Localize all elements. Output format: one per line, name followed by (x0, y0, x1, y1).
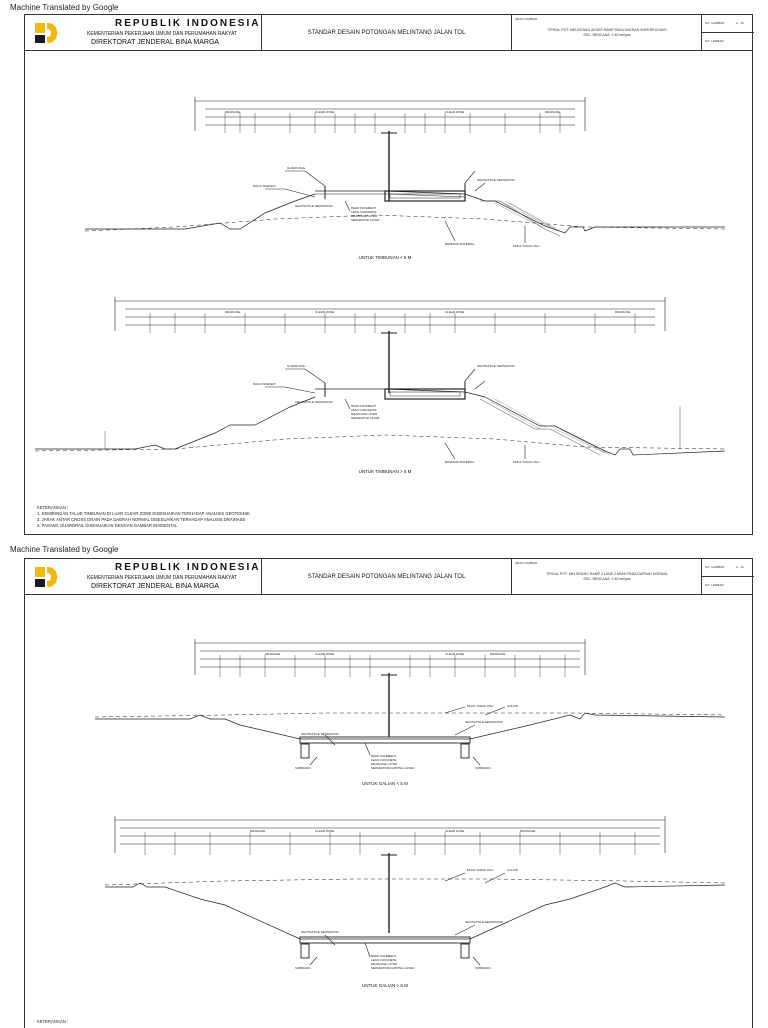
org-cell-2 (25, 559, 262, 595)
dim-clear-right-g1: CLEAR ZONE (445, 652, 465, 656)
label-guard-rail: GUARD RAIL (287, 166, 306, 170)
label-sep-g1: SEPARATOR/CAPPING LAYER (371, 766, 414, 770)
label-drainage: DRAINAGE LAYER (351, 214, 378, 218)
label-rigid-g2: RIGID PAVEMENT (371, 954, 397, 958)
dim-drain-left-2: DRAINASE (225, 310, 241, 314)
label-geo-left-g1: GEOTEXTILE SEPARATOR (301, 732, 339, 736)
cross-section-drawing-1 (25, 51, 752, 534)
number-box (702, 559, 754, 577)
section-caption-3: UNTUK GALIAN < 5 M (362, 781, 408, 786)
label-rails: RAILS SIDEWAY (253, 184, 277, 188)
dim-clear-right-g2: CLEAR ZONE (445, 829, 465, 833)
machine-translated-label: Machine Translated by Google (10, 3, 119, 12)
label-borrow-2: BORROW MATERIAL (445, 460, 475, 464)
label-geo-right-g1: GEOTEXTILE SEPARATOR (465, 720, 503, 724)
note-2: 2. JARAK ANTAR CROSS DRAIN PADA DAERAH NORMAL DISESUAIKAN TERHADAP ANALISIS DRAINASE (37, 517, 246, 522)
label-lean-g2: LEAN CONCRETE (371, 958, 397, 962)
label-rigid-g1: RIGID PAVEMENT (371, 754, 397, 758)
label-rails-2: RAILS SIDEWAY (253, 382, 277, 386)
field-label: JENIS GAMBAR (515, 17, 538, 21)
notes-heading-2: KETERANGAN : (37, 1019, 69, 1024)
label-subdrain-r-g1: SUBDRAIN (475, 766, 491, 770)
label-separator: SEPARATOR LAYER (351, 218, 380, 222)
field-label: JENIS GAMBAR (515, 561, 538, 565)
label-lean: LEAN CONCRETE (351, 210, 377, 214)
label-geo-right-g2: GEOTEXTILE SEPARATOR (465, 920, 503, 924)
drawing-title: STANDAR DESAIN POTONGAN MELINTANG JALAN TOL (307, 574, 466, 580)
org-title: REPUBLIK INDONESIA (115, 18, 261, 29)
dim-drain-left: DRAINASE (225, 110, 241, 114)
number-label: NO. GAMBAR : (705, 21, 726, 25)
number-value: A - 16 (736, 565, 744, 569)
label-lean-g1: LEAN CONCRETE (371, 758, 397, 762)
number-value: A - 15 (736, 21, 744, 25)
label-galian-g2: GALIAN (507, 868, 519, 872)
dim-drain-right-g1: DRAINASE (490, 652, 506, 656)
section-caption-4: UNTUK GALIAN > 5 M (362, 983, 408, 988)
title-block-2 (25, 559, 752, 595)
org-directorate: DIREKTORAT JENDERAL BINA MARGA (91, 39, 220, 46)
dim-drain-right-g2: DRAINASE (520, 829, 536, 833)
dim-drain-right-2: DRAINASE (615, 310, 631, 314)
dim-clear-left: CLEAR ZONE (315, 110, 335, 114)
title-block (25, 15, 752, 51)
label-drain-g1: DRAINAGE LAYER (371, 762, 398, 766)
pupr-logo-icon (31, 563, 61, 591)
label-ground-g2: MUKA TANAH ASLI (467, 868, 494, 872)
label-geo-left-g2: GEOTEXTILE SEPARATOR (301, 930, 339, 934)
label-drainage-2: DRAINAGE LAYER (351, 412, 378, 416)
number-box (702, 15, 754, 33)
sheet-label: NO. LEMBAR : (705, 583, 726, 587)
org-title: REPUBLIK INDONESIA (115, 562, 261, 573)
notes-heading: KETERANGAN : (37, 505, 69, 510)
label-borrow: BORROW MATERIAL (445, 242, 475, 246)
label-geotextile-right-2: GEOTEXTILE SEPARATOR (477, 364, 515, 368)
dim-clear-right-2: CLEAR ZONE (445, 310, 465, 314)
dim-clear-left-g1: CLEAR ZONE (315, 652, 335, 656)
drawing-sheet-2 (24, 558, 753, 1028)
org-directorate: DIREKTORAT JENDERAL BINA MARGA (91, 583, 220, 590)
label-ground: MUKA TANAH ASLI (513, 244, 540, 248)
drawing-title-cell (262, 15, 512, 51)
label-subdrain-l-g1: SUBDRAIN (295, 766, 311, 770)
sheet-label: NO. LEMBAR : (705, 39, 726, 43)
label-guard-rail-2: GUARD RAIL (287, 364, 306, 368)
label-rigid-2: RIGID PAVEMENT (351, 404, 377, 408)
org-ministry: KEMENTERIAN PEKERJAAN UMUM DAN PERUMAHAN RAKYAT (87, 31, 238, 37)
drawing-number-cell-2 (702, 559, 754, 595)
label-subdrain-r-g2: SUBDRAIN (475, 966, 491, 970)
label-geotextile-left-2: GEOTEXTILE SEPARATOR (295, 400, 333, 404)
label-galian-g1: GALIAN (507, 704, 519, 708)
dim-clear-left-g2: CLEAR ZONE (315, 829, 335, 833)
machine-translated-label-2: Machine Translated by Google (10, 545, 119, 554)
drawing-title: STANDAR DESAIN POTONGAN MELINTANG JALAN TOL (307, 30, 466, 36)
label-ground-2: MUKA TANAH ASLI (513, 460, 540, 464)
dim-clear-left-2: CLEAR ZONE (315, 310, 335, 314)
label-subdrain-l-g2: SUBDRAIN (295, 966, 311, 970)
drawing-desc-2: SEC. RENCANA: 1:40 km/jam (583, 577, 631, 581)
drawing-desc-1: TIPIKAL POT. MELINTANG AKSES RAMP PADA DAERAH SUPERELEVASI (547, 28, 667, 32)
drawing-number-cell (702, 15, 754, 51)
label-geotextile-right: GEOTEXTILE SEPARATOR (477, 178, 515, 182)
label-sep-g2: SEPARATOR/CAPPING LAYER (371, 966, 414, 970)
label-separator-2: SEPARATOR LAYER (351, 416, 380, 420)
dim-drain-left-g2: DRAINASE (250, 829, 266, 833)
pupr-logo-icon (31, 19, 61, 47)
dim-drain-right: DRAINASE (545, 110, 561, 114)
label-lean-2: LEAN CONCRETE (351, 408, 377, 412)
label-drain-g2: DRAINAGE LAYER (371, 962, 398, 966)
drawing-desc-1: TIPIKAL POT. MELINTANG RAMP 2 LANE 2 ARAH PADA DAERAH NORMAL (546, 572, 668, 576)
label-rigid: RIGID PAVEMENT (351, 206, 377, 210)
dim-drain-left-g1: DRAINASE (265, 652, 281, 656)
drawing-desc-2: SEC. RENCANA: 1:40 km/jam (583, 33, 631, 37)
section-caption-1: UNTUK TIMBUNAN < 5 M (358, 255, 412, 260)
label-geotextile-left: GEOTEXTILE SEPARATOR (295, 204, 333, 208)
note-1: 1. KEMIRINGAN TALUD TIMBUNAN DI LUAR CLEAR ZONE DISESUAIKAN TERHADAP ANALISIS GEOTEKNIK (37, 511, 250, 516)
drawing-desc-cell (512, 15, 702, 51)
dim-clear-right: CLEAR ZONE (445, 110, 465, 114)
drawing-desc-cell-2 (512, 559, 702, 595)
cross-section-drawing-2 (25, 595, 752, 1027)
org-cell (25, 15, 262, 51)
drawing-title-cell-2 (262, 559, 512, 595)
number-label: NO. GAMBAR : (705, 565, 726, 569)
note-3: 3. PASANG GUARDRAIL DISESUAIKAN DENGAN GAMBAR INSIDENTAL (37, 523, 178, 528)
section-caption-2: UNTUK TIMBUNAN > 5 M (358, 469, 412, 474)
label-ground-g1: MUKA TANAH ASLI (467, 704, 494, 708)
org-ministry: KEMENTERIAN PEKERJAAN UMUM DAN PERUMAHAN RAKYAT (87, 575, 238, 581)
drawing-sheet-1 (24, 14, 753, 535)
